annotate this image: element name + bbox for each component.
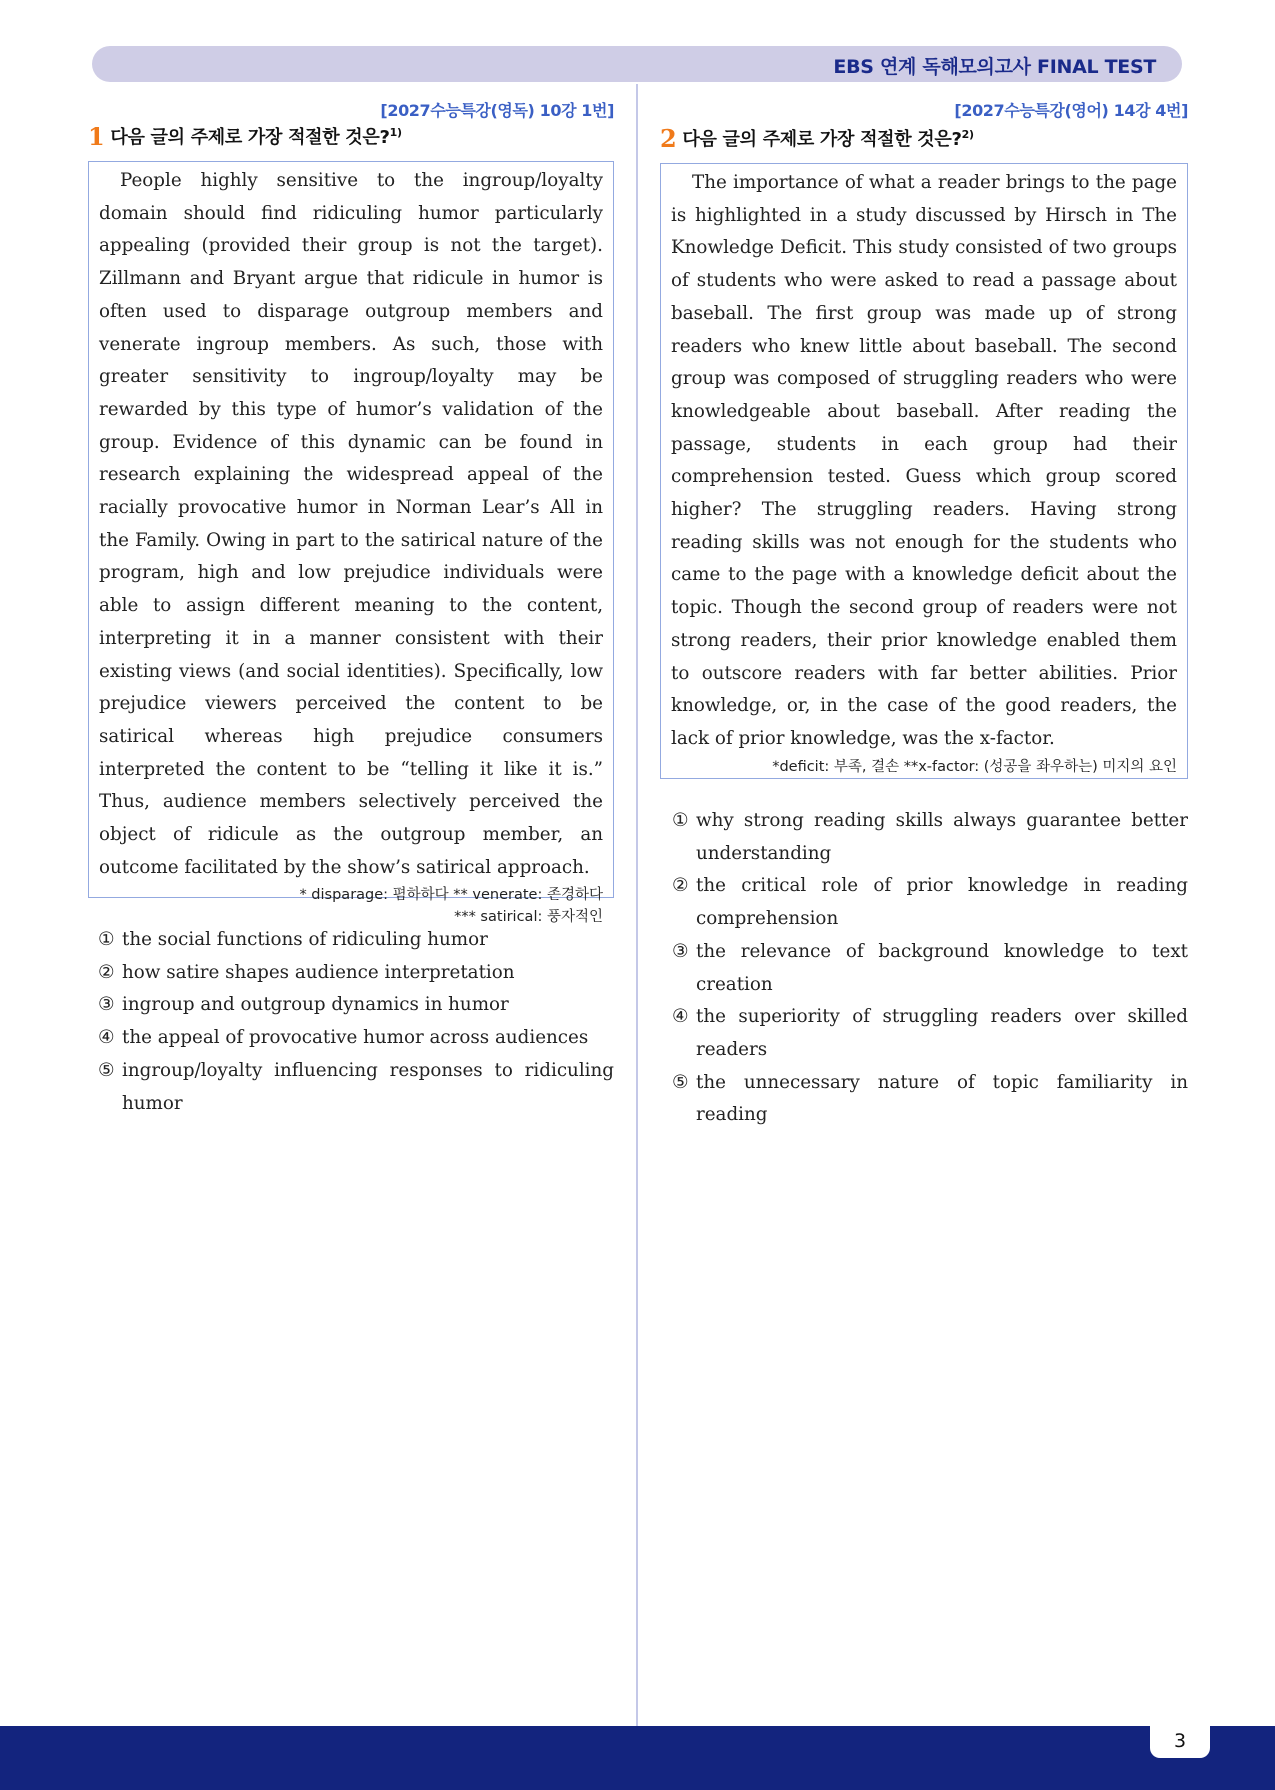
choice-5[interactable]: [672, 1067, 1188, 1132]
choice-marker: ③: [98, 994, 115, 1016]
choice-marker: ④: [98, 1027, 115, 1049]
choice-marker: ②: [672, 875, 689, 897]
question-header: [88, 122, 402, 151]
choice-text: why strong reading skills always guarantee better understanding: [696, 810, 1188, 864]
choice-marker: ①: [98, 929, 115, 950]
footnote-ref: 1): [389, 126, 402, 139]
passage-text: The importance of what a reader brings to the page is highlighted in a study discussed by Hirsch in The Knowledge Deficit. This study consisted of two groups of students who were asked to read a passage about baseball. The first group was made up of strong readers who knew little about baseball. The second group was composed of struggling readers who were knowledgeable about baseball. After reading the passage, students in each group had their comprehension tested. Guess which group scored higher? The struggling readers. Having strong reading skills was not enough for the students who came to the page with a knowledge deficit about the topic. Though the second group of readers were not strong readers, their prior knowledge enabled them to outscore readers with far better abilities. Prior knowledge, or, in the case of the good readers, the lack of prior knowledge, was the x-factor.: [671, 172, 1177, 749]
question-prompt: 다음 글의 주제로 가장 적절한 것은?: [110, 127, 390, 148]
question-number: 2: [660, 124, 677, 153]
glossary-line: *deficit: 부족, 결손 **x-factor: (성공을 좌우하는) 미지의 요인: [772, 758, 1177, 775]
answer-choices: [98, 924, 614, 1120]
choice-text: how satire shapes audience interpretation: [122, 961, 515, 983]
choice-text: ingroup/loyalty influencing responses to ridiculing humor: [122, 1059, 614, 1114]
choice-text: ingroup and outgroup dynamics in humor: [122, 994, 509, 1016]
choice-3[interactable]: [672, 936, 1188, 1001]
choice-2[interactable]: [98, 957, 614, 990]
question-prompt: 다음 글의 주제로 가장 적절한 것은?: [682, 129, 962, 150]
choice-4[interactable]: [98, 1022, 614, 1055]
page-number: 3: [1150, 1726, 1210, 1758]
glossary-line: *** satirical: 풍자적인: [454, 909, 603, 926]
footnote-ref: 2): [961, 128, 974, 141]
passage-box: [660, 163, 1188, 779]
question-source: [2027수능특강(영어) 14강 4번]: [954, 101, 1188, 120]
question-header: [660, 124, 974, 153]
choice-text: the relevance of background knowledge to text creation: [696, 940, 1188, 995]
choice-5[interactable]: [98, 1055, 614, 1120]
choice-text: the social functions of ridiculing humor: [122, 929, 488, 950]
choice-text: the critical role of prior knowledge in reading comprehension: [696, 875, 1188, 930]
passage-text: People highly sensitive to the ingroup/loyalty domain should find ridiculing humor particularly appealing (provided their group is not the target). Zillmann and Bryant argue that ridicule in humor is often used to disparage outgroup members and venerate ingroup members. As such, those with greater sensitivity to ingroup/loyalty may be rewarded by this type of humor’s validation of the group. Evidence of this dynamic can be found in research explaining the widespread appeal of the racially provocative humor in Norman Lear’s All in the Family. Owing in part to the satirical nature of the program, high and low prejudice individuals were able to assign different meaning to the content, interpreting it in a manner consistent with their existing views (and social identities). Specifically, low prejudice viewers perceived the content to be satirical whereas high prejudice consumers interpreted the content to be “telling it like it is.” Thus, audience members selectively perceived the object of ridicule as the outgroup member, an outcome facilitated by the show’s satirical approach.: [99, 170, 603, 878]
choice-marker: ②: [98, 961, 115, 983]
choice-1[interactable]: [672, 805, 1188, 870]
choice-marker: ③: [672, 940, 689, 962]
choice-text: the unnecessary nature of topic familiarity in reading: [696, 1071, 1188, 1126]
glossary: [99, 884, 603, 928]
choice-2[interactable]: [672, 870, 1188, 935]
glossary-line: * disparage: 폄하하다 ** venerate: 존경하다: [299, 887, 603, 904]
choice-marker: ⑤: [98, 1059, 115, 1081]
choice-1[interactable]: [98, 924, 614, 957]
header-bar: [92, 46, 1182, 82]
choice-3[interactable]: [98, 989, 614, 1022]
question-number: 1: [88, 122, 105, 151]
choice-marker: ⑤: [672, 1071, 689, 1093]
column-divider: [636, 84, 638, 1726]
header-title: EBS 연계 독해모의고사 FINAL TEST: [833, 56, 1156, 78]
question-source: [2027수능특강(영독) 10강 1번]: [380, 101, 614, 120]
choice-text: the appeal of provocative humor across audiences: [122, 1027, 589, 1049]
glossary: [671, 756, 1177, 778]
choice-marker: ④: [672, 1006, 689, 1028]
choice-4[interactable]: [672, 1001, 1188, 1066]
choice-marker: ①: [672, 810, 689, 831]
choice-text: the superiority of struggling readers over skilled readers: [696, 1006, 1188, 1060]
footer-bar: [0, 1726, 1275, 1790]
answer-choices: [672, 805, 1188, 1132]
passage-box: [88, 161, 614, 926]
